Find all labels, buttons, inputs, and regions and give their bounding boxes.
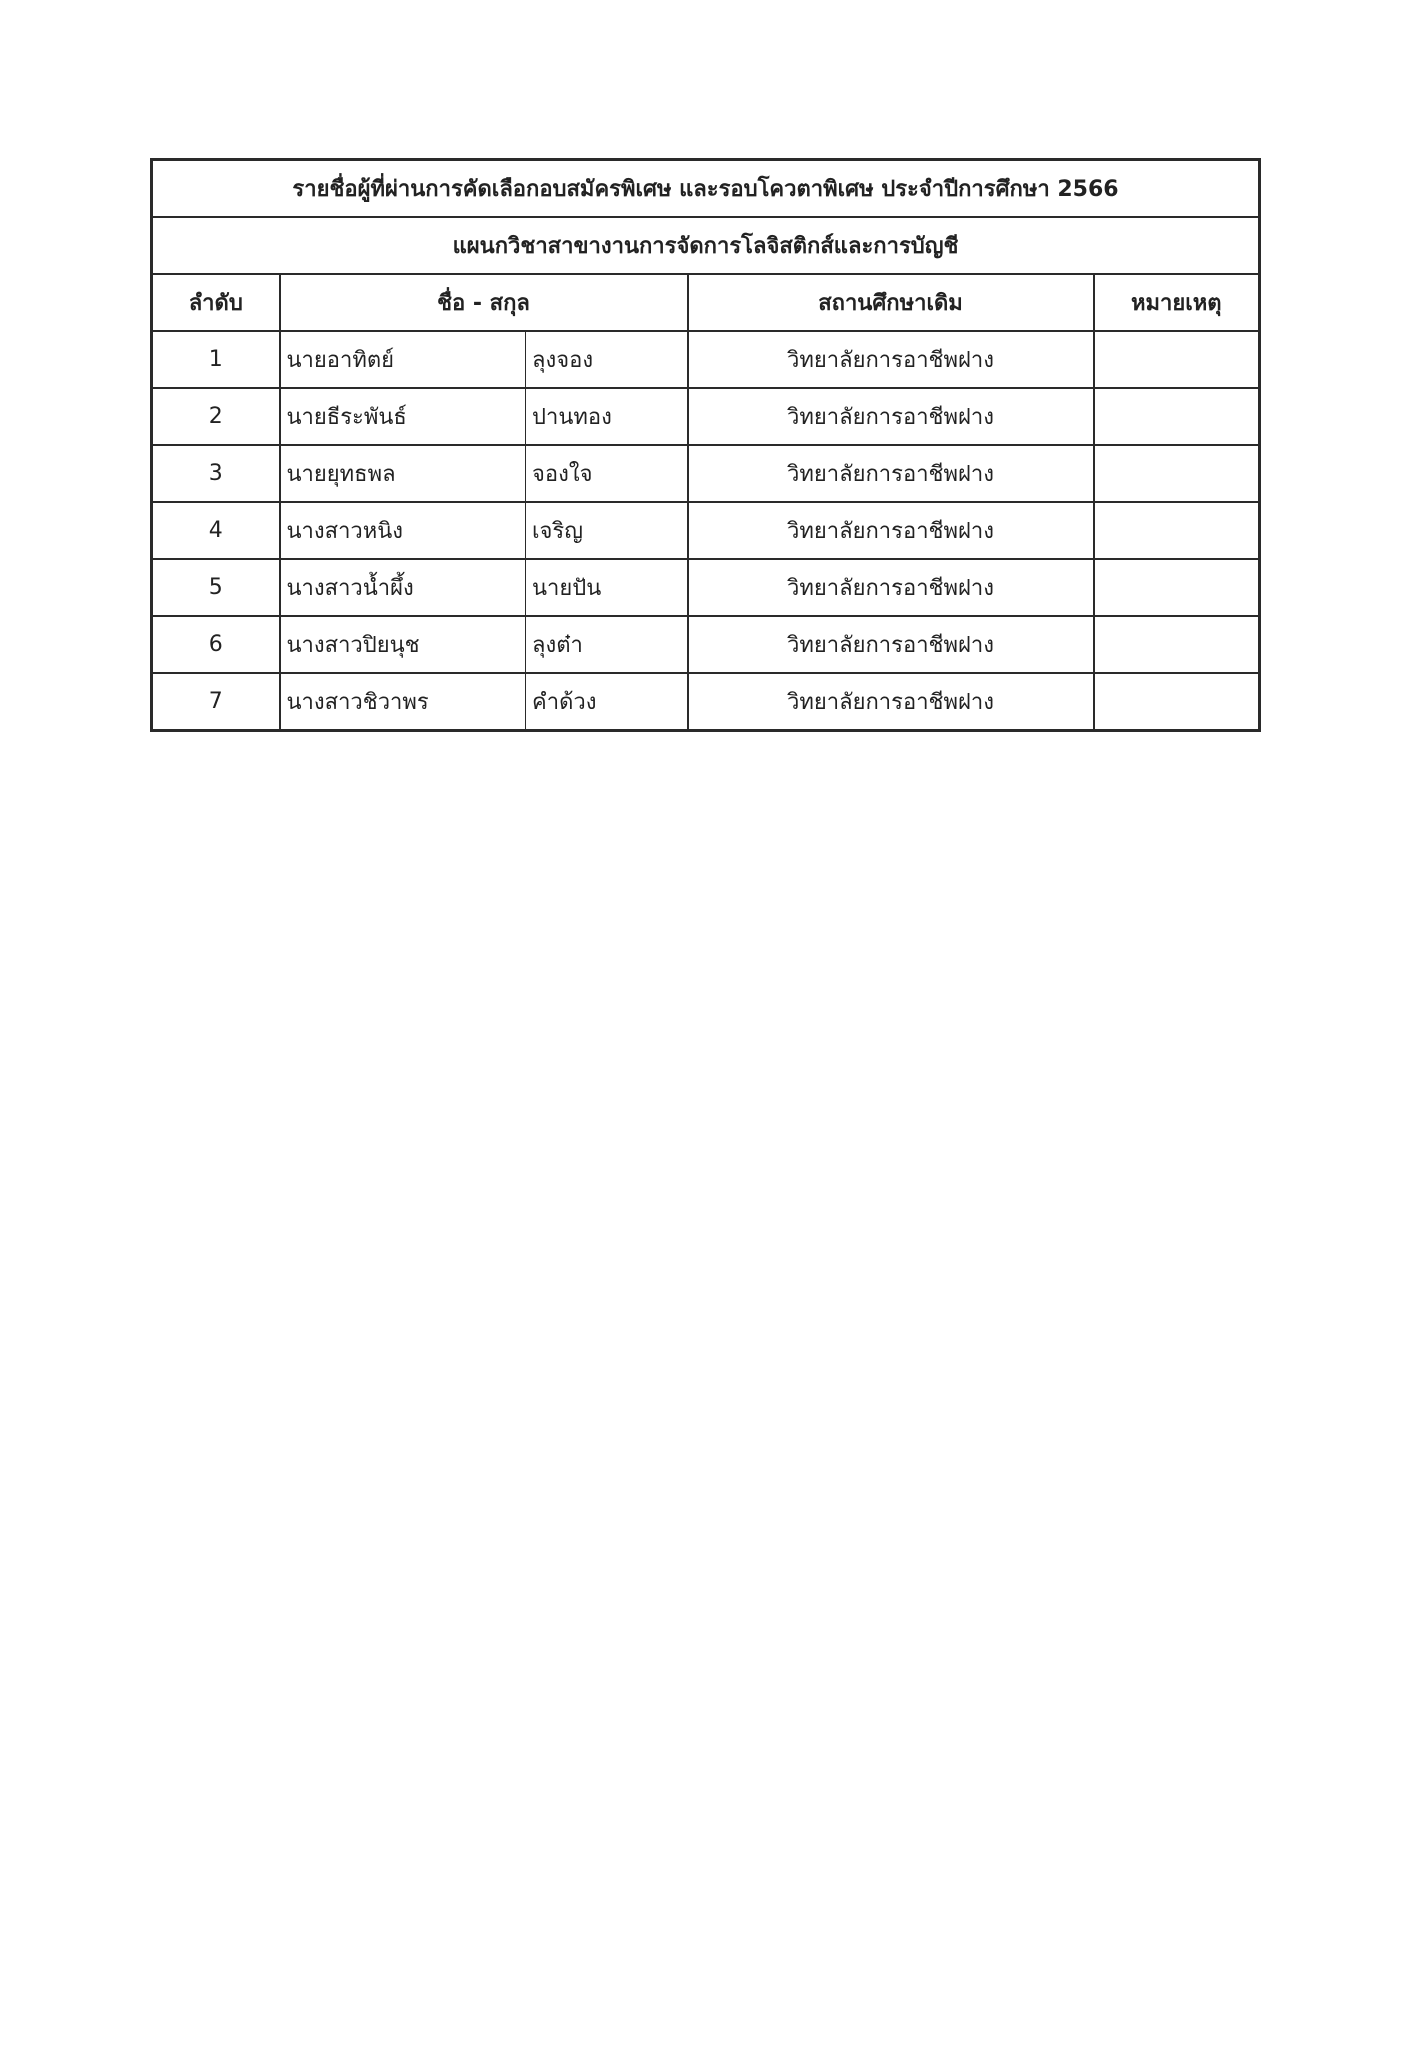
row-number: 2 xyxy=(152,388,280,445)
previous-school: วิทยาลัยการอาชีพฝาง xyxy=(688,502,1094,559)
previous-school: วิทยาลัยการอาชีพฝาง xyxy=(688,673,1094,731)
table-row xyxy=(152,616,1260,673)
previous-school: วิทยาลัยการอาชีพฝาง xyxy=(688,388,1094,445)
last-name: คำด้วง xyxy=(526,673,688,731)
note xyxy=(1094,388,1260,445)
note xyxy=(1094,673,1260,731)
table-row xyxy=(152,502,1260,559)
note xyxy=(1094,445,1260,502)
note xyxy=(1094,331,1260,388)
last-name: นายปัน xyxy=(526,559,688,616)
last-name: ลุงจอง xyxy=(526,331,688,388)
last-name: เจริญ xyxy=(526,502,688,559)
row-number: 6 xyxy=(152,616,280,673)
first-name: นางสาวปิยนุช xyxy=(280,616,526,673)
column-header-school: สถานศึกษาเดิม xyxy=(688,274,1094,331)
previous-school: วิทยาลัยการอาชีพฝาง xyxy=(688,331,1094,388)
column-header-note: หมายเหตุ xyxy=(1094,274,1260,331)
row-number: 3 xyxy=(152,445,280,502)
last-name: ปานทอง xyxy=(526,388,688,445)
row-number: 4 xyxy=(152,502,280,559)
previous-school: วิทยาลัยการอาชีพฝาง xyxy=(688,616,1094,673)
column-header-order: ลำดับ xyxy=(152,274,280,331)
first-name: นายธีระพันธ์ xyxy=(280,388,526,445)
table-row xyxy=(152,331,1260,388)
note xyxy=(1094,502,1260,559)
header-row xyxy=(152,274,1260,331)
results-table xyxy=(150,158,1261,732)
department-title: แผนกวิชาสาขางานการจัดการโลจิสติกส์และการบัญชี xyxy=(152,217,1260,274)
row-number: 1 xyxy=(152,331,280,388)
department-row xyxy=(152,217,1260,274)
first-name: นางสาวชิวาพร xyxy=(280,673,526,731)
first-name: นางสาวน้ำผึ้ง xyxy=(280,559,526,616)
first-name: นายอาทิตย์ xyxy=(280,331,526,388)
last-name: จองใจ xyxy=(526,445,688,502)
table-row xyxy=(152,559,1260,616)
column-header-name: ชื่อ - สกุล xyxy=(280,274,688,331)
row-number: 7 xyxy=(152,673,280,731)
previous-school: วิทยาลัยการอาชีพฝาง xyxy=(688,445,1094,502)
table-row xyxy=(152,445,1260,502)
document-title: รายชื่อผู้ที่ผ่านการคัดเลือกอบสมัครพิเศษ และรอบโควตาพิเศษ ประจำปีการศึกษา 2566 xyxy=(152,160,1260,218)
note xyxy=(1094,559,1260,616)
last-name: ลุงต๋า xyxy=(526,616,688,673)
first-name: นางสาวหนิง xyxy=(280,502,526,559)
table-row xyxy=(152,388,1260,445)
title-row xyxy=(152,160,1260,218)
row-number: 5 xyxy=(152,559,280,616)
note xyxy=(1094,616,1260,673)
previous-school: วิทยาลัยการอาชีพฝาง xyxy=(688,559,1094,616)
results-sheet xyxy=(150,158,1258,732)
first-name: นายยุทธพล xyxy=(280,445,526,502)
table-row xyxy=(152,673,1260,731)
